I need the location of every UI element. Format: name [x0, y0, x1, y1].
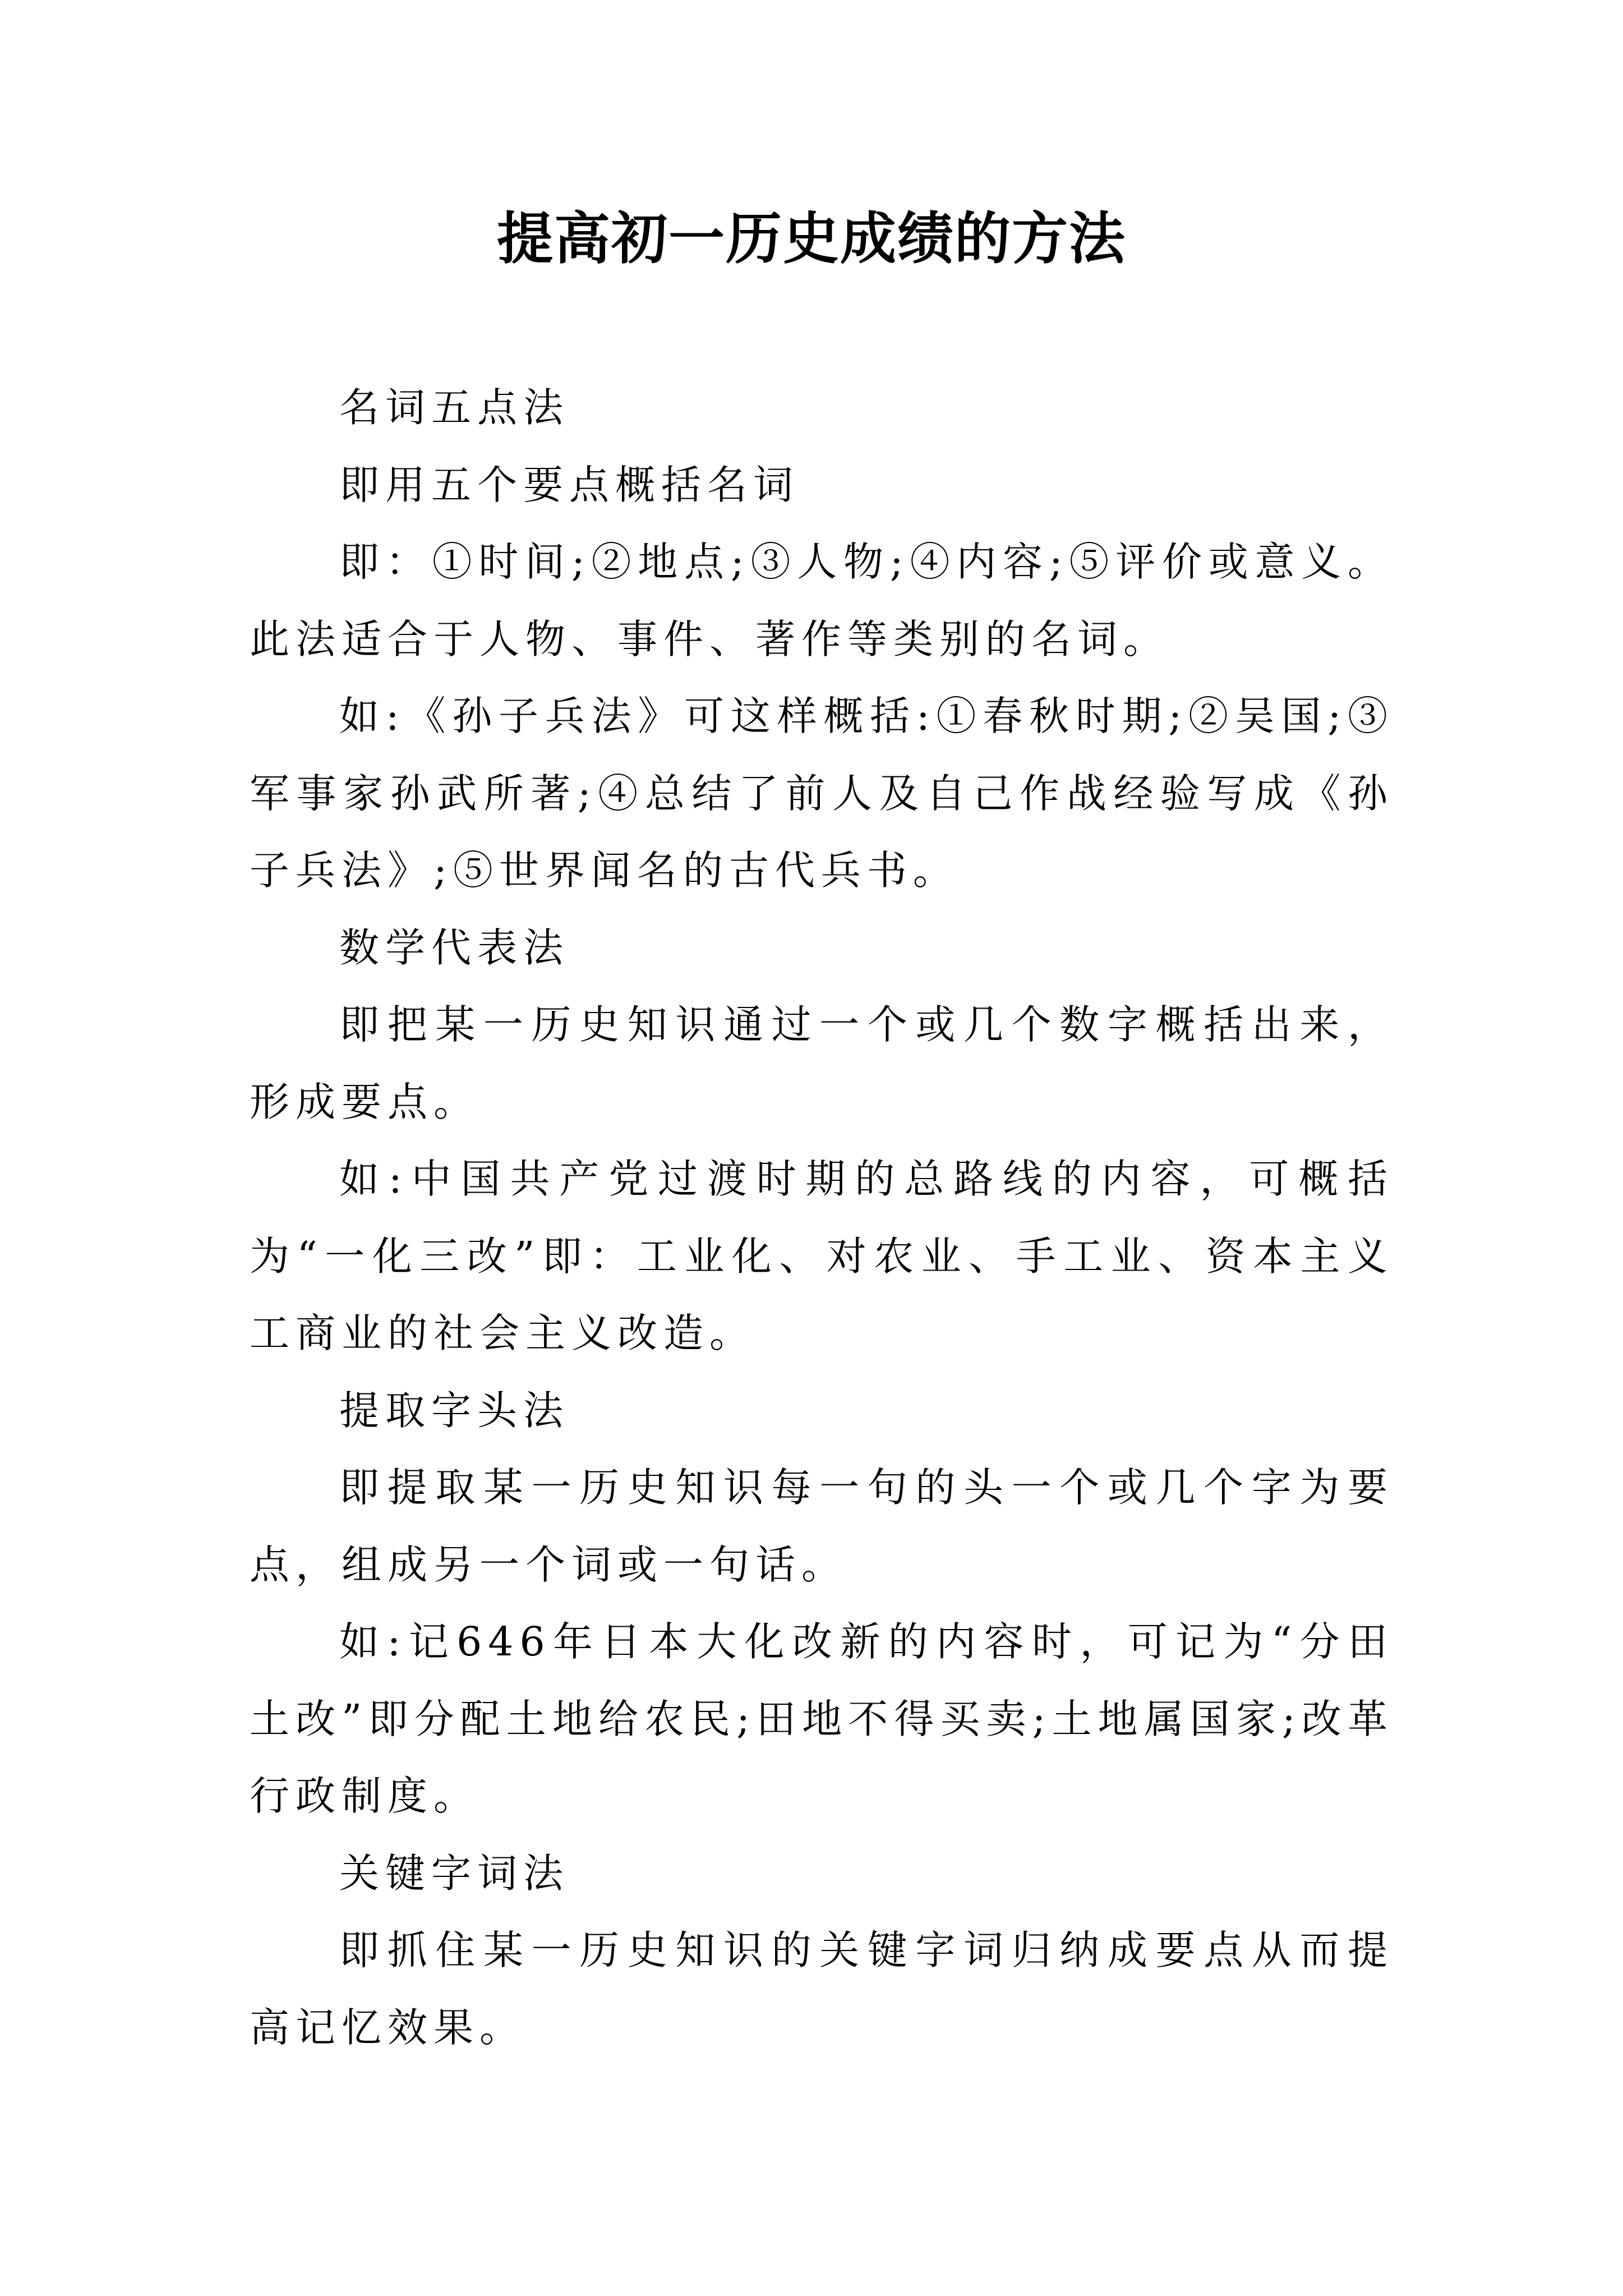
paragraph: 如:《孙子兵法》可这样概括:①春秋时期;②吴国;③军事家孙武所著;④总结了前人及自己作战经验写成《孙子兵法》;⑤世界闻名的古代兵书。: [250, 693, 1394, 894]
section-heading-noun-five-points: 名词五点法: [339, 384, 570, 431]
paragraph: 如:中国共产党过渡时期的总路线的内容，可概括为“一化三改”即：工业化、对农业、手工业、资本主义工商业的社会主义改造。: [250, 1156, 1394, 1356]
section-heading-number-method: 数学代表法: [339, 924, 570, 971]
paragraph: 即把某一历史知识通过一个或几个数字概括出来，形成要点。: [250, 1001, 1394, 1125]
document-body: [250, 369, 1394, 2066]
paragraph: 即：①时间;②地点;③人物;④内容;⑤评价或意义。此法适合于人物、事件、著作等类别的名词。: [250, 539, 1394, 662]
section-heading-keyword-method: 关键字词法: [339, 1849, 570, 1897]
section-heading-initial-char-method: 提取字头法: [339, 1387, 570, 1434]
paragraph: 即提取某一历史知识每一句的头一个或几个字为要点，组成另一个词或一句话。: [250, 1464, 1394, 1588]
paragraph: 即用五个要点概括名词: [339, 461, 800, 508]
paragraph: 如:记646年日本大化改新的内容时，可记为“分田土改”即分配土地给农民;田地不得买卖;土地属国家;改革行政制度。: [250, 1618, 1394, 1819]
document-title: 提高初一历史成绩的方法: [497, 205, 1126, 272]
paragraph: 即抓住某一历史知识的关键字词归纳成要点从而提高记忆效果。: [250, 1927, 1394, 2051]
